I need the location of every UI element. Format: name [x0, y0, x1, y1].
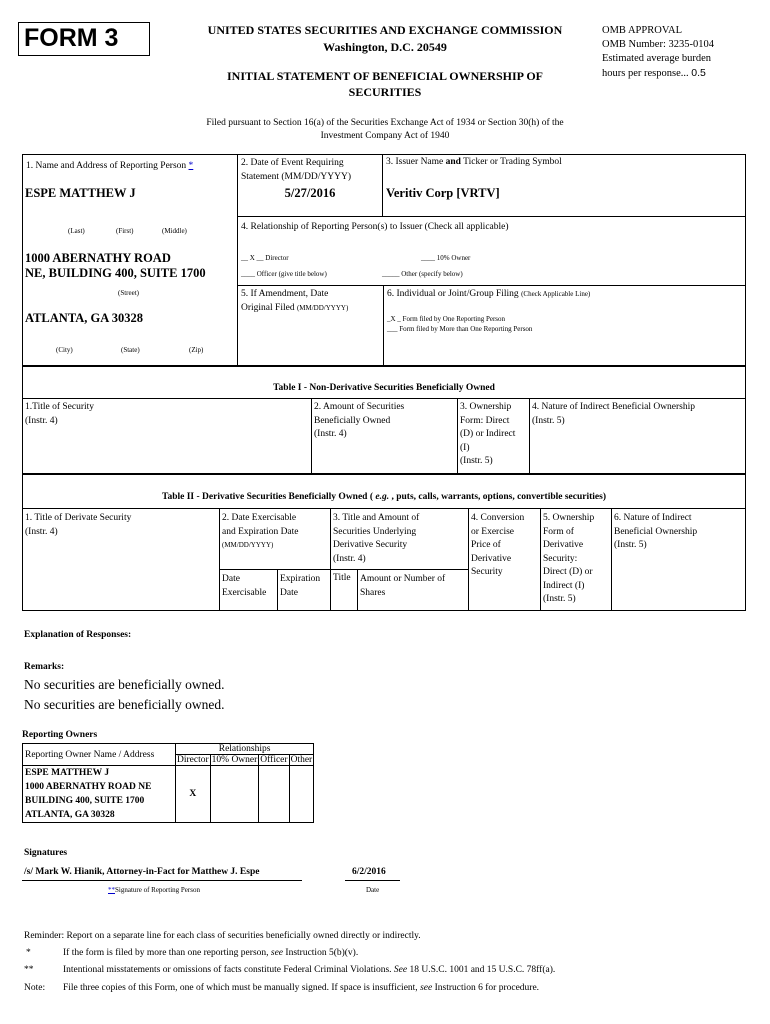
middle-label: (Middle) [162, 227, 187, 235]
last-label: (Last) [68, 227, 85, 235]
omb-approval [602, 24, 714, 81]
signatures-title: Signatures [24, 848, 68, 858]
t2-col3-header: 3. Title and Amount of Securities Underlying Derivative Security (Instr. 4) [333, 513, 420, 564]
owner-name-cell: ESPE MATTHEW J 1000 ABERNATHY ROAD NE BUILDING 400, SUITE 1700 ATLANTA, GA 30328 [23, 766, 176, 823]
t2-amount-sub: Amount or Number of Shares [360, 574, 446, 598]
signature-date: 6/2/2016 [352, 867, 386, 877]
remarks-line1: No securities are beneficially owned. [24, 677, 225, 692]
street-line1: 1000 ABERNATHY ROAD [25, 251, 171, 265]
t2-col5-header: 5. Ownership Form of Derivative Security: Direct (D) or Indirect (I) (Instr. 5) [543, 513, 595, 604]
reporting-person-name: ESPE MATTHEW J [25, 186, 136, 200]
box5-label: 5. If Amendment, Date Original Filed (MM/DD/YYYY) [241, 289, 349, 313]
table2-title: Table II - Derivative Securities Beneficially Owned ( e.g. , puts, calls, warrants, options, convertible securities) [162, 492, 606, 502]
owner-name-header: Reporting Owner Name / Address [23, 744, 176, 766]
omb-hours: hours per response... 0.5 [602, 67, 706, 79]
footnote-1: If the form is filed by more than one reporting person, see Instruction 5(b)(v). [63, 948, 359, 958]
t2-col4-header: 4. Conversion or Exercise Price of Derivative Security [471, 513, 525, 577]
agency-name: UNITED STATES SECURITIES AND EXCHANGE COMMISSION [207, 23, 563, 37]
signer-name: /s/ Mark W. Hianik, Attorney-in-Fact for Matthew J. Espe [24, 867, 260, 877]
box6-label: 6. Individual or Joint/Group Filing (Check Applicable Line) [387, 289, 591, 299]
relationships-header: Relationships [176, 744, 314, 755]
t1-col1-header: 1.Title of Security (Instr. 4) [25, 402, 95, 426]
table-row [23, 766, 314, 823]
event-date: 5/27/2016 [284, 186, 336, 200]
city-state-zip: ATLANTA, GA 30328 [25, 311, 143, 325]
reminder: Reminder: Report on a separate line for each class of securities beneficially owned directly or indirectly. [24, 931, 421, 941]
t2-expiration-date: Expiration Date [280, 574, 321, 598]
footnote-1-mark: * [26, 948, 31, 958]
t1-col2-header: 2. Amount of Securities Beneficially Owned (Instr. 4) [314, 402, 405, 439]
form-title-line2: SECURITIES [348, 85, 422, 99]
first-label: (First) [116, 227, 134, 235]
filed-by-more: ___ Form filed by More than One Reporting Person [387, 325, 533, 333]
note-mark: Note: [24, 983, 46, 993]
note-text: File three copies of this Form, one of which must be manually signed. If space is insufficient, see Instruction 6 for procedure. [63, 983, 540, 993]
footnote-2: Intentional misstatements or omissions of facts constitute Federal Criminal Violations. See 18 U.S.C. 1001 and 15 U.S.C. 78ff(a). [63, 965, 556, 975]
t2-col2-header: 2. Date Exercisable and Expiration Date (MM/DD/YYYY) [222, 513, 299, 549]
street-line2: NE, BUILDING 400, SUITE 1700 [25, 266, 206, 280]
box2-label: 2. Date of Event Requiring Statement (MM/DD/YYYY) [241, 158, 352, 182]
other-check: _____ Other (specify below) [382, 270, 463, 278]
t1-col3-header: 3. Ownership Form: Direct (D) or Indirect (I) (Instr. 5) [460, 402, 516, 466]
director-mark: X [176, 766, 211, 823]
filed-by-one: _X _ Form filed by One Reporting Person [387, 315, 506, 323]
remarks-line2: No securities are beneficially owned. [24, 697, 225, 712]
issuer-name: Veritiv Corp [VRTV] [386, 186, 500, 200]
state-label: (State) [121, 346, 140, 354]
director-header: Director [177, 755, 209, 765]
t2-title-sub: Title [333, 573, 351, 583]
reporting-owners-table [22, 743, 314, 823]
table1-title: Table I - Non-Derivative Securities Beneficially Owned [273, 383, 495, 393]
t2-col1-header: 1. Title of Derivate Security (Instr. 4) [25, 513, 132, 537]
filed-pursuant: Filed pursuant to Section 16(a) of the Securities Exchange Act of 1934 or Section 30(h) of the Investment Company Act of 1940 [206, 118, 564, 141]
street-label: (Street) [118, 289, 139, 297]
box3-label: 3. Issuer Name and Ticker or Trading Symbol [386, 157, 562, 167]
explanation-label: Explanation of Responses: [24, 630, 132, 640]
t1-col4-header: 4. Nature of Indirect Beneficial Ownership (Instr. 5) [532, 402, 696, 426]
omb-burden: Estimated average burden [602, 53, 712, 64]
t2-date-exercisable: Date Exercisable [222, 574, 267, 598]
director-check: __ X __ Director [241, 254, 289, 262]
ten-pct-owner-check: ____ 10% Owner [421, 254, 471, 262]
zip-label: (Zip) [189, 346, 204, 354]
officer-header: Officer [260, 755, 288, 765]
footnote-2-mark: ** [24, 965, 34, 975]
date-label: Date [366, 886, 380, 894]
reporting-owners-title: Reporting Owners [22, 730, 98, 740]
box1-label: 1. Name and Address of Reporting Person * [26, 161, 194, 171]
form-label: FORM 3 [24, 24, 119, 52]
t2-col6-header: 6. Nature of Indirect Beneficial Ownership (Instr. 5) [614, 513, 698, 550]
officer-check: ____ Officer (give title below) [241, 270, 327, 278]
signature-label: **Signature of Reporting Person [108, 886, 200, 894]
remarks-label: Remarks: [24, 662, 65, 672]
agency-city: Washington, D.C. 20549 [323, 40, 447, 54]
omb-number: OMB Number: 3235-0104 [602, 39, 714, 50]
city-label: (City) [56, 346, 73, 354]
box4-label: 4. Relationship of Reporting Person(s) to Issuer (Check all applicable) [241, 222, 509, 232]
other-header: Other [290, 755, 313, 765]
ten-pct-header: 10% Owner [211, 755, 258, 765]
omb-title: OMB APPROVAL [602, 25, 683, 36]
form-title-line1: INITIAL STATEMENT OF BENEFICIAL OWNERSHIP OF [227, 69, 543, 83]
